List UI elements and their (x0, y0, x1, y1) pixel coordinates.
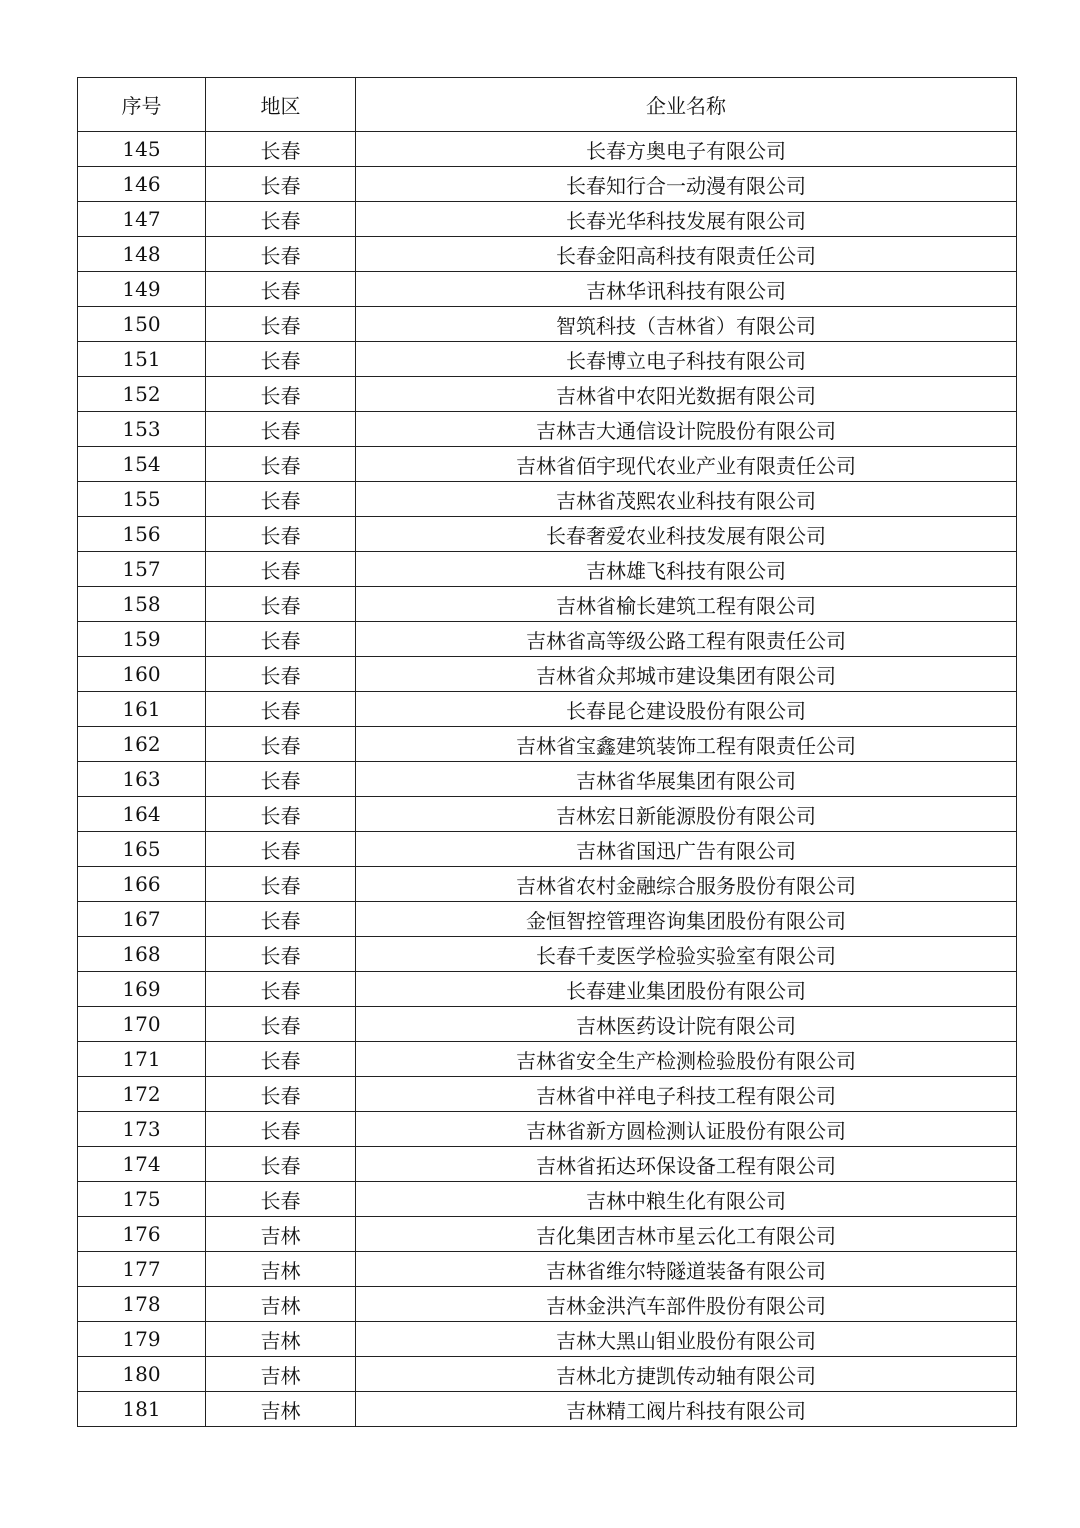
region-cell: 长春 (206, 412, 356, 447)
region-cell: 长春 (206, 272, 356, 307)
table-row (78, 1392, 1017, 1427)
region-cell: 长春 (206, 832, 356, 867)
table-row (78, 447, 1017, 482)
region-cell: 长春 (206, 202, 356, 237)
table-row (78, 1182, 1017, 1217)
region-cell: 长春 (206, 727, 356, 762)
region-cell: 长春 (206, 342, 356, 377)
region-cell: 长春 (206, 447, 356, 482)
enterprise-name-cell: 智筑科技（吉林省）有限公司 (356, 307, 1017, 342)
enterprise-name-cell: 吉林中粮生化有限公司 (356, 1182, 1017, 1217)
header-row (78, 78, 1017, 132)
table-row (78, 762, 1017, 797)
table-row (78, 1007, 1017, 1042)
table-row (78, 342, 1017, 377)
region-cell: 长春 (206, 482, 356, 517)
table-row (78, 482, 1017, 517)
serial-number-cell: 157 (78, 552, 206, 587)
region-cell: 长春 (206, 762, 356, 797)
region-cell: 长春 (206, 1042, 356, 1077)
region-cell: 吉林 (206, 1252, 356, 1287)
enterprise-name-cell: 长春建业集团股份有限公司 (356, 972, 1017, 1007)
serial-number-cell: 159 (78, 622, 206, 657)
table-row (78, 1252, 1017, 1287)
enterprise-name-cell: 吉林省维尔特隧道装备有限公司 (356, 1252, 1017, 1287)
serial-number-cell: 165 (78, 832, 206, 867)
serial-number-cell: 154 (78, 447, 206, 482)
serial-number-cell: 177 (78, 1252, 206, 1287)
table-row (78, 132, 1017, 167)
region-cell: 长春 (206, 1007, 356, 1042)
header-enterprise-name: 企业名称 (356, 78, 1017, 132)
enterprise-name-cell: 吉林省华展集团有限公司 (356, 762, 1017, 797)
table-row (78, 272, 1017, 307)
serial-number-cell: 176 (78, 1217, 206, 1252)
region-cell: 长春 (206, 937, 356, 972)
region-cell: 长春 (206, 377, 356, 412)
enterprise-name-cell: 吉林省中农阳光数据有限公司 (356, 377, 1017, 412)
serial-number-cell: 171 (78, 1042, 206, 1077)
table-row (78, 167, 1017, 202)
region-cell: 长春 (206, 167, 356, 202)
region-cell: 长春 (206, 622, 356, 657)
table-row (78, 1042, 1017, 1077)
region-cell: 吉林 (206, 1392, 356, 1427)
serial-number-cell: 178 (78, 1287, 206, 1322)
table-row (78, 517, 1017, 552)
region-cell: 长春 (206, 1182, 356, 1217)
table-row (78, 867, 1017, 902)
enterprise-name-cell: 吉林精工阀片科技有限公司 (356, 1392, 1017, 1427)
region-cell: 吉林 (206, 1287, 356, 1322)
serial-number-cell: 161 (78, 692, 206, 727)
enterprise-name-cell: 吉林省新方圆检测认证股份有限公司 (356, 1112, 1017, 1147)
table-row (78, 1112, 1017, 1147)
serial-number-cell: 163 (78, 762, 206, 797)
enterprise-name-cell: 长春昆仑建设股份有限公司 (356, 692, 1017, 727)
serial-number-cell: 147 (78, 202, 206, 237)
serial-number-cell: 148 (78, 237, 206, 272)
table-row (78, 1287, 1017, 1322)
serial-number-cell: 153 (78, 412, 206, 447)
table-row (78, 1217, 1017, 1252)
region-cell: 长春 (206, 902, 356, 937)
region-cell: 长春 (206, 867, 356, 902)
region-cell: 长春 (206, 132, 356, 167)
enterprise-name-cell: 长春奢爱农业科技发展有限公司 (356, 517, 1017, 552)
table-row (78, 832, 1017, 867)
enterprise-name-cell: 吉化集团吉林市星云化工有限公司 (356, 1217, 1017, 1252)
table-row (78, 972, 1017, 1007)
region-cell: 长春 (206, 552, 356, 587)
enterprise-name-cell: 吉林北方捷凯传动轴有限公司 (356, 1357, 1017, 1392)
enterprise-name-cell: 长春千麦医学检验实验室有限公司 (356, 937, 1017, 972)
table-row (78, 797, 1017, 832)
region-cell: 长春 (206, 587, 356, 622)
table-row (78, 412, 1017, 447)
table-row (78, 377, 1017, 412)
serial-number-cell: 149 (78, 272, 206, 307)
enterprise-name-cell: 吉林雄飞科技有限公司 (356, 552, 1017, 587)
enterprise-name-cell: 吉林金洪汽车部件股份有限公司 (356, 1287, 1017, 1322)
region-cell: 长春 (206, 1147, 356, 1182)
table-row (78, 552, 1017, 587)
enterprise-name-cell: 吉林省安全生产检测检验股份有限公司 (356, 1042, 1017, 1077)
serial-number-cell: 179 (78, 1322, 206, 1357)
table-row (78, 1077, 1017, 1112)
enterprise-name-cell: 吉林大黑山钼业股份有限公司 (356, 1322, 1017, 1357)
enterprise-name-cell: 金恒智控管理咨询集团股份有限公司 (356, 902, 1017, 937)
region-cell: 长春 (206, 692, 356, 727)
enterprise-name-cell: 吉林宏日新能源股份有限公司 (356, 797, 1017, 832)
region-cell: 长春 (206, 307, 356, 342)
region-cell: 长春 (206, 657, 356, 692)
header-serial-number: 序号 (78, 78, 206, 132)
serial-number-cell: 181 (78, 1392, 206, 1427)
table-row (78, 587, 1017, 622)
serial-number-cell: 164 (78, 797, 206, 832)
enterprise-name-cell: 吉林省茂熙农业科技有限公司 (356, 482, 1017, 517)
region-cell: 吉林 (206, 1322, 356, 1357)
enterprise-name-cell: 吉林省高等级公路工程有限责任公司 (356, 622, 1017, 657)
serial-number-cell: 172 (78, 1077, 206, 1112)
table-row (78, 1147, 1017, 1182)
region-cell: 长春 (206, 797, 356, 832)
region-cell: 长春 (206, 517, 356, 552)
enterprise-name-cell: 长春知行合一动漫有限公司 (356, 167, 1017, 202)
serial-number-cell: 162 (78, 727, 206, 762)
serial-number-cell: 160 (78, 657, 206, 692)
serial-number-cell: 158 (78, 587, 206, 622)
enterprise-name-cell: 长春金阳高科技有限责任公司 (356, 237, 1017, 272)
serial-number-cell: 145 (78, 132, 206, 167)
enterprise-name-cell: 吉林华讯科技有限公司 (356, 272, 1017, 307)
serial-number-cell: 174 (78, 1147, 206, 1182)
serial-number-cell: 155 (78, 482, 206, 517)
table-row (78, 657, 1017, 692)
enterprise-name-cell: 吉林吉大通信设计院股份有限公司 (356, 412, 1017, 447)
region-cell: 长春 (206, 237, 356, 272)
serial-number-cell: 151 (78, 342, 206, 377)
serial-number-cell: 169 (78, 972, 206, 1007)
enterprise-name-cell: 吉林省佰宇现代农业产业有限责任公司 (356, 447, 1017, 482)
serial-number-cell: 170 (78, 1007, 206, 1042)
table-row (78, 902, 1017, 937)
serial-number-cell: 180 (78, 1357, 206, 1392)
enterprise-name-cell: 长春方奥电子有限公司 (356, 132, 1017, 167)
serial-number-cell: 146 (78, 167, 206, 202)
enterprise-name-cell: 长春光华科技发展有限公司 (356, 202, 1017, 237)
serial-number-cell: 150 (78, 307, 206, 342)
serial-number-cell: 152 (78, 377, 206, 412)
table-row (78, 1357, 1017, 1392)
table-row (78, 202, 1017, 237)
enterprise-name-cell: 吉林省拓达环保设备工程有限公司 (356, 1147, 1017, 1182)
serial-number-cell: 156 (78, 517, 206, 552)
table-body (78, 132, 1017, 1427)
table-row (78, 1322, 1017, 1357)
table-row (78, 692, 1017, 727)
serial-number-cell: 173 (78, 1112, 206, 1147)
enterprise-name-cell: 吉林省国迅广告有限公司 (356, 832, 1017, 867)
enterprise-table (77, 77, 1017, 1427)
serial-number-cell: 168 (78, 937, 206, 972)
table-row (78, 937, 1017, 972)
enterprise-name-cell: 吉林省众邦城市建设集团有限公司 (356, 657, 1017, 692)
enterprise-name-cell: 吉林省宝鑫建筑装饰工程有限责任公司 (356, 727, 1017, 762)
serial-number-cell: 175 (78, 1182, 206, 1217)
region-cell: 长春 (206, 1077, 356, 1112)
header-region: 地区 (206, 78, 356, 132)
region-cell: 吉林 (206, 1217, 356, 1252)
table-header (78, 78, 1017, 132)
table-row (78, 727, 1017, 762)
table-row (78, 307, 1017, 342)
enterprise-name-cell: 吉林省榆长建筑工程有限公司 (356, 587, 1017, 622)
enterprise-name-cell: 长春博立电子科技有限公司 (356, 342, 1017, 377)
enterprise-name-cell: 吉林医药设计院有限公司 (356, 1007, 1017, 1042)
enterprise-name-cell: 吉林省农村金融综合服务股份有限公司 (356, 867, 1017, 902)
region-cell: 吉林 (206, 1357, 356, 1392)
table-row (78, 622, 1017, 657)
serial-number-cell: 167 (78, 902, 206, 937)
enterprise-name-cell: 吉林省中祥电子科技工程有限公司 (356, 1077, 1017, 1112)
region-cell: 长春 (206, 972, 356, 1007)
region-cell: 长春 (206, 1112, 356, 1147)
table-row (78, 237, 1017, 272)
serial-number-cell: 166 (78, 867, 206, 902)
